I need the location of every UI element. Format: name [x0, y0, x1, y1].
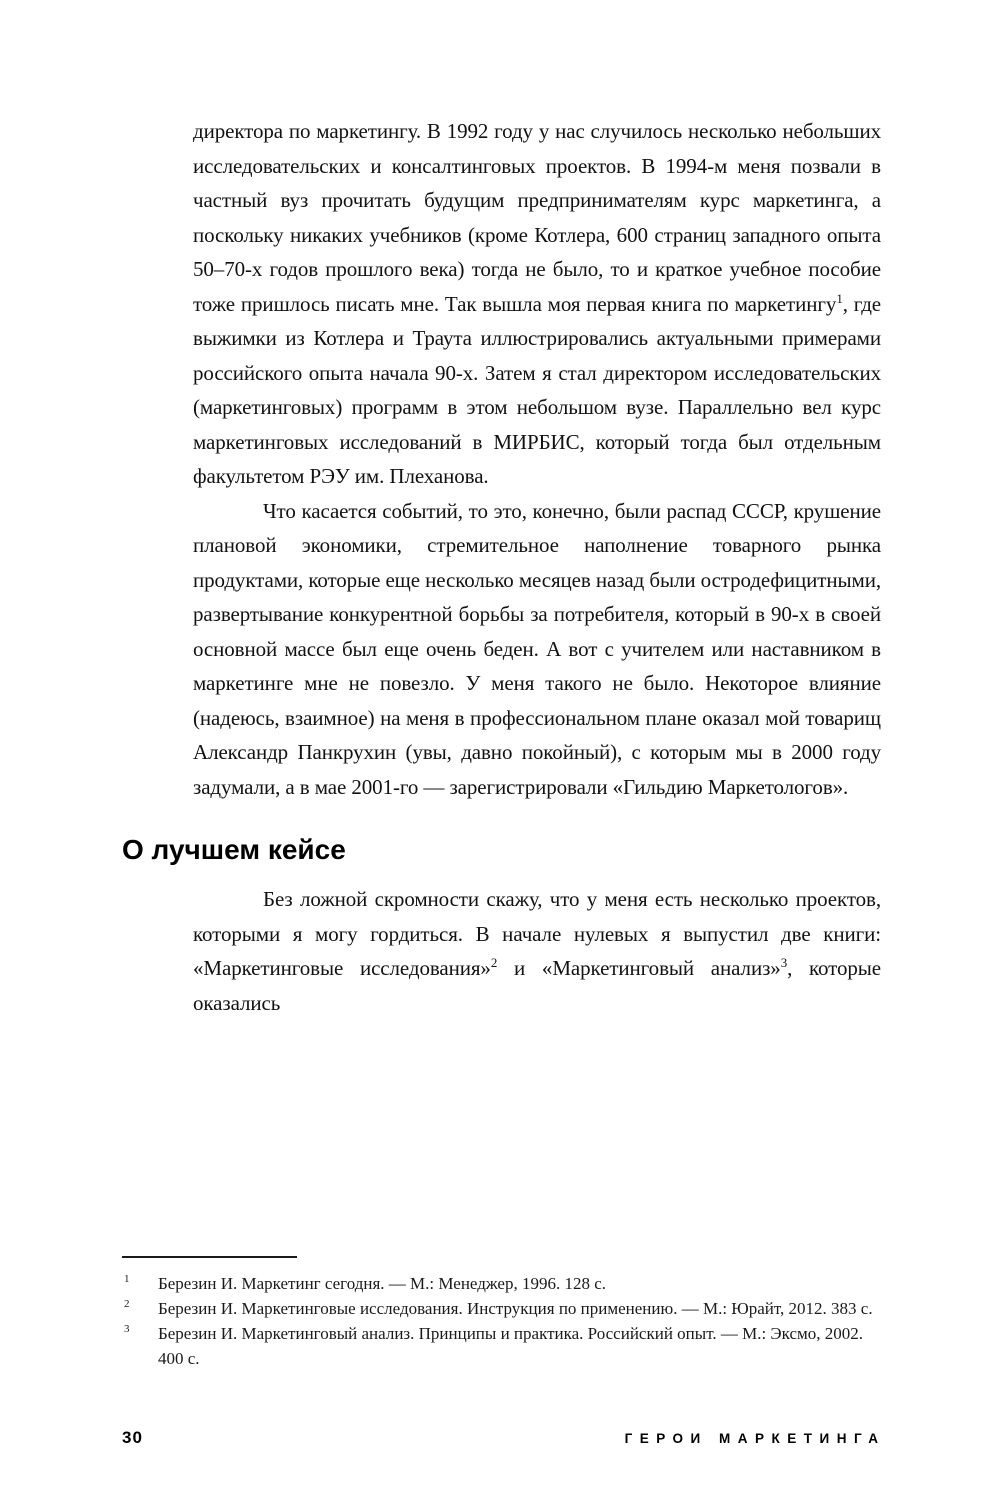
- footnote: [122, 1321, 878, 1371]
- footnotes: [122, 1256, 878, 1371]
- footnote: [122, 1271, 878, 1296]
- footnote-number: 1: [124, 1273, 130, 1285]
- footnote-marker: 3: [780, 955, 788, 970]
- footnote-separator: [122, 1256, 297, 1258]
- section-heading: О лучшем кейсе: [122, 834, 346, 865]
- running-title: ГЕРОИ МАРКЕТИНГА: [624, 1431, 886, 1446]
- body-text: [122, 114, 881, 1020]
- paragraph: директора по маркетингу. В 1992 году у нас случилось несколько небольших исследовательских и консалтинговых проектов. В 1994-м меня позвали в частный вуз прочитать будущим предпринимателям курс маркетинга, а поскольку никаких учебников (кроме Котлера, 600 страниц западного опыта 50–70-х годов прошлого века) тогда не было, то и краткое учебное пособие тоже пришлось писать мне. Так вышла моя первая книга по маркетингу$^1$, где выжимки из Котлера и Траута иллюстрировались актуальными примерами российского опыта начала 90-х. Затем я стал директором исследовательских (маркетинговых) программ в этом небольшом вузе. Параллельно вел курс маркетинговых исследований в МИРБИС, который тогда был отдельным факультетом РЭУ им. Плеханова.: [193, 119, 881, 488]
- paragraph: Что касается событий, то это, конечно, были распад СССР, крушение плановой экономики, стремительное наполнение товарного рынка продуктами, которые еще несколько месяцев назад были остродефицитными, развертывание конкурентной борьбы за потребителя, который в 90-х в своей основной массе был еще очень беден. А вот с учителем или наставником в маркетинге мне не повезло. У меня такого не было. Некоторое влияние (надеюсь, взаимное) на меня в профессиональном плане оказал мой товарищ Александр Панкрухин (увы, давно покойный), с которым мы в 2000 году задумали, а в мае 2001-го — зарегистрировали «Гильдию Маркетологов».: [193, 498, 881, 799]
- footnote-number: 3: [124, 1323, 130, 1335]
- footnote-text: Березин И. Маркетинг сегодня. — М.: Менеджер, 1996. 128 с.: [158, 1274, 607, 1293]
- footnote-marker: 2: [490, 955, 498, 970]
- page-content: [122, 114, 881, 1244]
- page-number: 30: [122, 1428, 143, 1447]
- footnote-marker: 1: [836, 290, 843, 306]
- page-footer: [122, 1428, 886, 1448]
- footnote-text: Березин И. Маркетинговые исследования. Инструкция по применению. — М.: Юрайт, 2012. 383 с.: [158, 1299, 873, 1318]
- footnote-list: [122, 1271, 878, 1371]
- footnote-text: Березин И. Маркетинговый анализ. Принципы и практика. Российский опыт. — М.: Эксмо, 2002. 400 с.: [158, 1324, 864, 1368]
- footnote-number: 2: [124, 1298, 130, 1310]
- footnote: [122, 1296, 878, 1321]
- paragraph: Без ложной скромности скажу, что у меня есть несколько проектов, которыми я могу гордиться. В начале нулевых я выпустил две книги: «Маркетинговые исследования»$^2$ и «Маркетинговый анализ»$^3$, которые оказались: [193, 887, 881, 1015]
